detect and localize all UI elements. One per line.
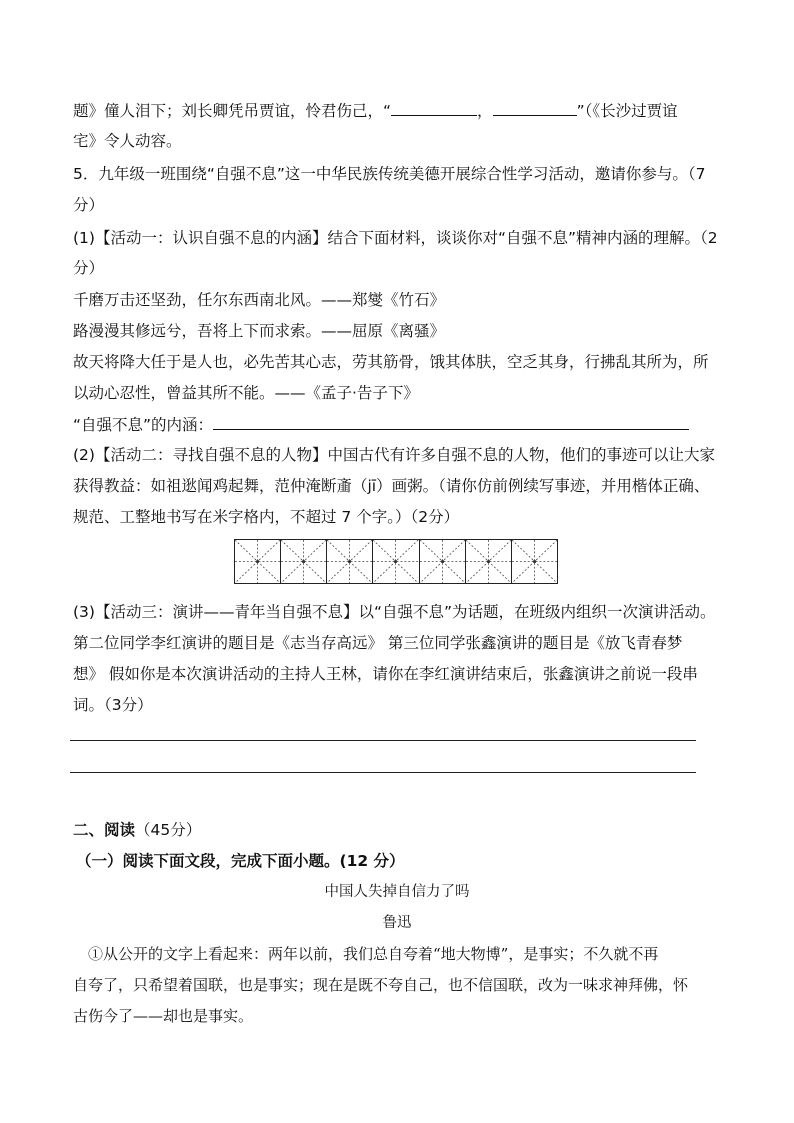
q5-sub2-line-1: (2)【活动二：寻找自强不息的人物】中国古代有许多自强不息的人物，他们的事迹可以让大家 (73, 446, 715, 464)
quote-quyuan: 路漫漫其修远兮，吾将上下而求索。——屈原《离骚》 (73, 322, 446, 340)
quote-mengzi-line-1: 故天将降大任于是人也，必先苦其心志，劳其筋骨，饿其体肤，空乏其身，行拂乱其所为，所 (73, 353, 709, 371)
fill-blank-1[interactable] (391, 100, 477, 116)
q4-line-1 (73, 100, 678, 121)
q4-line-2: 宅》令人动容。 (73, 132, 182, 150)
q5-stem-line-1: 5．九年级一班围绕“自强不息”这一中华民族传统美德开展综合性学习活动，邀请你参与。（7 (73, 165, 706, 183)
mizige-cell[interactable] (281, 540, 327, 583)
q5-sub1-line-1: (1)【活动一：认识自强不息的内涵】结合下面材料，谈谈你对“自强不息”精神内涵的理解。（2 (73, 229, 718, 247)
section-score: （45分） (135, 821, 202, 839)
mizige-cell[interactable] (327, 540, 373, 583)
quote-mengzi-line-2: 以动心忍性，曾益其所不能。——《孟子·告子下》 (73, 384, 419, 402)
q5-sub2-line-2: 获得教益：如祖逖闻鸡起舞，范仲淹断齑（jī）画粥。（请你仿前例续写事迹，并用楷体正确、 (73, 477, 710, 495)
q4-line-1-text-b: ”（《长沙过贾谊 (576, 102, 678, 120)
q5-stem-line-2: 分） (73, 196, 105, 214)
answer-rule-1[interactable] (70, 740, 696, 741)
mizige-cell[interactable] (235, 540, 281, 583)
q4-separator: ， (477, 102, 493, 120)
paragraph-1-line-2: 自夸了，只希望着国联，也是事实；现在是既不夸自己，也不信国联，改为一味求神拜佛，怀 (73, 976, 689, 994)
answer-line (73, 414, 689, 435)
q5-sub3-line-4: 词。（3分） (73, 696, 153, 714)
mizige-cell[interactable] (373, 540, 419, 583)
answer-rule-2[interactable] (70, 772, 696, 773)
mizige-cell[interactable] (466, 540, 512, 583)
q5-sub3-line-1: (3)【活动三：演讲——青年当自强不息】以“自强不息”为话题，在班级内组织一次演讲活动。 (73, 603, 716, 621)
paragraph-1-line-1: ①从公开的文字上看起来：两年以前，我们总自夸着“地大物博”，是事实；不久就不再 (88, 945, 659, 963)
fill-blank-2[interactable] (493, 100, 577, 116)
section-title: 二、阅读 (73, 821, 136, 839)
answer-label: “自强不息”的内涵： (73, 416, 214, 434)
part-heading: （一）阅读下面文段，完成下面小题。(12 分） (76, 852, 405, 870)
mizige-cell[interactable] (512, 540, 557, 583)
mizige-cell[interactable] (420, 540, 466, 583)
q4-line-1-text-a: 题》僮人泪下；刘长卿凭吊贾谊，怜君伤己，“ (73, 102, 392, 120)
article-title: 中国人失掉自信力了吗 (324, 884, 470, 900)
section-heading (73, 820, 201, 840)
quote-zhuxie: 千磨万击还坚劲，任尔东西南北风。——郑燮《竹石》 (73, 291, 446, 309)
answer-blank[interactable] (213, 414, 689, 430)
mizige-grid (234, 539, 558, 584)
q5-sub2-line-3: 规范、工整地书写在米字格内，不超过 7 个字。）（2分） (73, 508, 460, 526)
paragraph-1-line-3: 古伤今了——却也是事实。 (73, 1007, 254, 1025)
q5-sub3-line-2: 第二位同学李红演讲的题目是《志当存高远》 第三位同学张鑫演讲的题目是《放飞青春梦 (73, 634, 683, 652)
article-author: 鲁迅 (382, 915, 412, 931)
q5-sub3-line-3: 想》 假如你是本次演讲活动的主持人王林，请你在李红演讲结束后，张鑫演讲之前说一段串 (73, 665, 698, 683)
q5-sub1-line-2: 分） (73, 259, 105, 277)
